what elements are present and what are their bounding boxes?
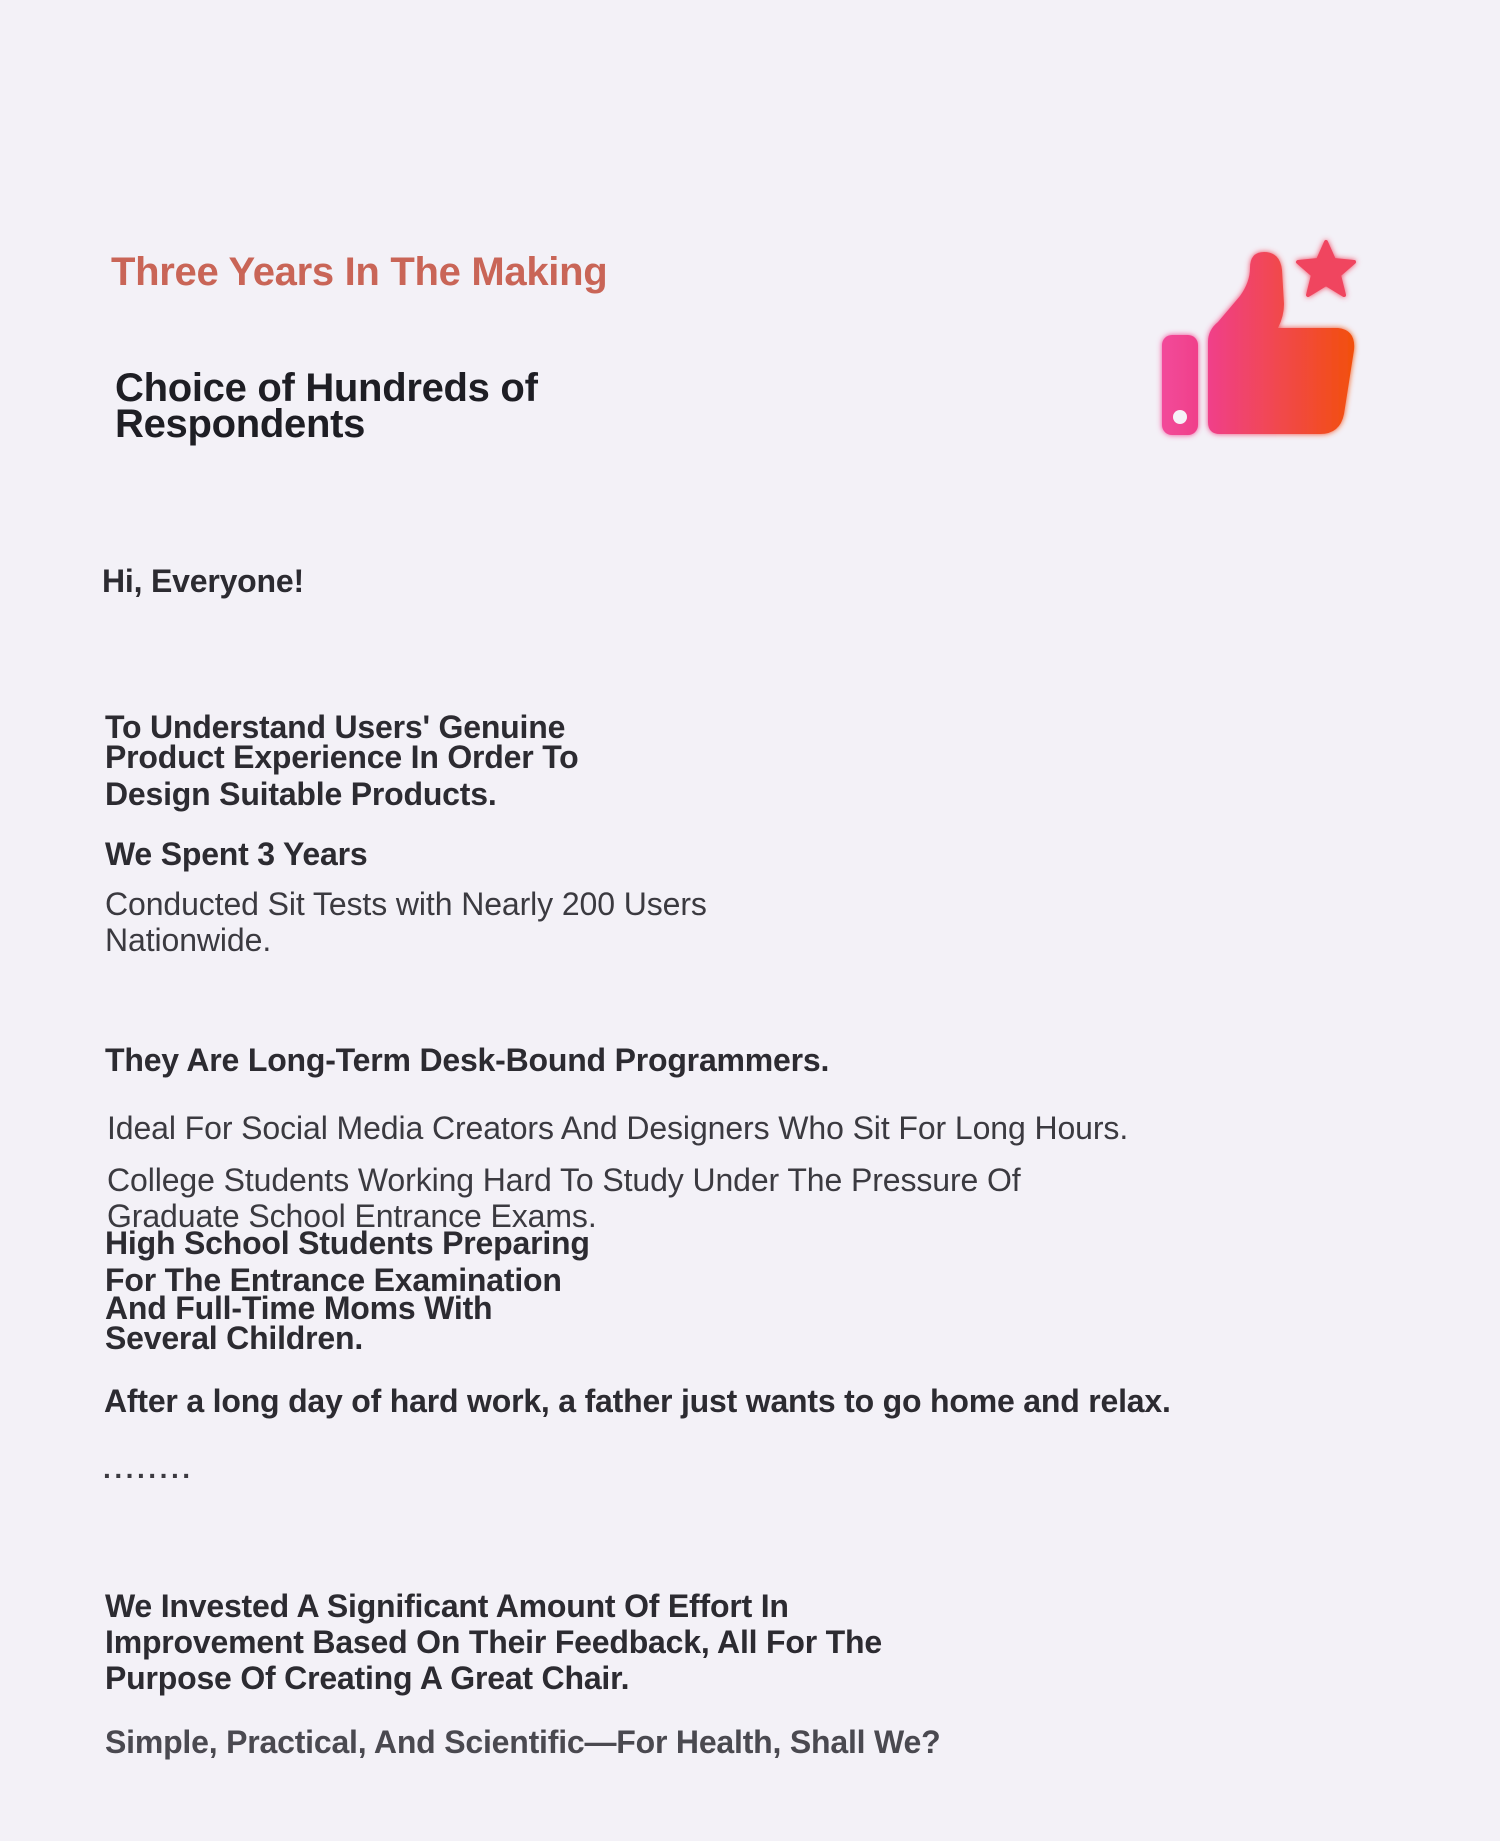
audience-father: After a long day of hard work, a father just wants to go home and relax. bbox=[104, 1383, 1171, 1419]
page-title bbox=[115, 366, 538, 446]
audience-moms-line: And Full-Time Moms With bbox=[105, 1290, 493, 1326]
page-title-line: Choice of Hundreds of bbox=[115, 366, 538, 410]
tests-paragraph bbox=[105, 886, 707, 958]
tests-line: Nationwide. bbox=[105, 922, 272, 958]
closing-statement: Simple, Practical, And Scientific—For Health, Shall We? bbox=[105, 1724, 941, 1760]
effort-line: Purpose Of Creating A Great Chair. bbox=[105, 1660, 630, 1696]
intro-line: Design Suitable Products. bbox=[105, 776, 497, 812]
effort-line: We Invested A Significant Amount Of Effort In bbox=[105, 1588, 789, 1624]
audience-moms bbox=[105, 1290, 493, 1356]
intro-line: Product Experience In Order To bbox=[105, 739, 579, 775]
audience-highschool-line: For The Entrance Examination bbox=[105, 1262, 562, 1298]
audience-highschool-line: High School Students Preparing bbox=[105, 1225, 590, 1261]
intro-line: To Understand Users' Genuine bbox=[105, 709, 566, 745]
audience-college-line: College Students Working Hard To Study Under The Pressure Of bbox=[107, 1162, 1021, 1198]
effort-line: Improvement Based On Their Feedback, All For The bbox=[105, 1624, 882, 1660]
duration-text: We Spent 3 Years bbox=[105, 836, 368, 872]
page-title-line: Respondents bbox=[115, 402, 366, 446]
star bbox=[1298, 242, 1354, 295]
tests-line: Conducted Sit Tests with Nearly 200 Users bbox=[105, 886, 707, 922]
intro-paragraph bbox=[105, 709, 579, 812]
audience-creators: Ideal For Social Media Creators And Designers Who Sit For Long Hours. bbox=[107, 1110, 1129, 1146]
greeting: Hi, Everyone! bbox=[102, 563, 304, 599]
thumbs-up-star-icon bbox=[1150, 230, 1370, 450]
effort-paragraph bbox=[105, 1588, 882, 1696]
kicker-heading: Three Years In The Making bbox=[111, 250, 608, 294]
audience-moms-line: Several Children. bbox=[105, 1320, 364, 1356]
audience-programmers: They Are Long-Term Desk-Bound Programmers. bbox=[105, 1042, 830, 1078]
audience-college bbox=[107, 1162, 1021, 1234]
audience-highschool bbox=[105, 1225, 590, 1298]
audience-college-line: Graduate School Entrance Exams. bbox=[107, 1198, 597, 1234]
ellipsis-divider: ········ bbox=[103, 1460, 194, 1491]
